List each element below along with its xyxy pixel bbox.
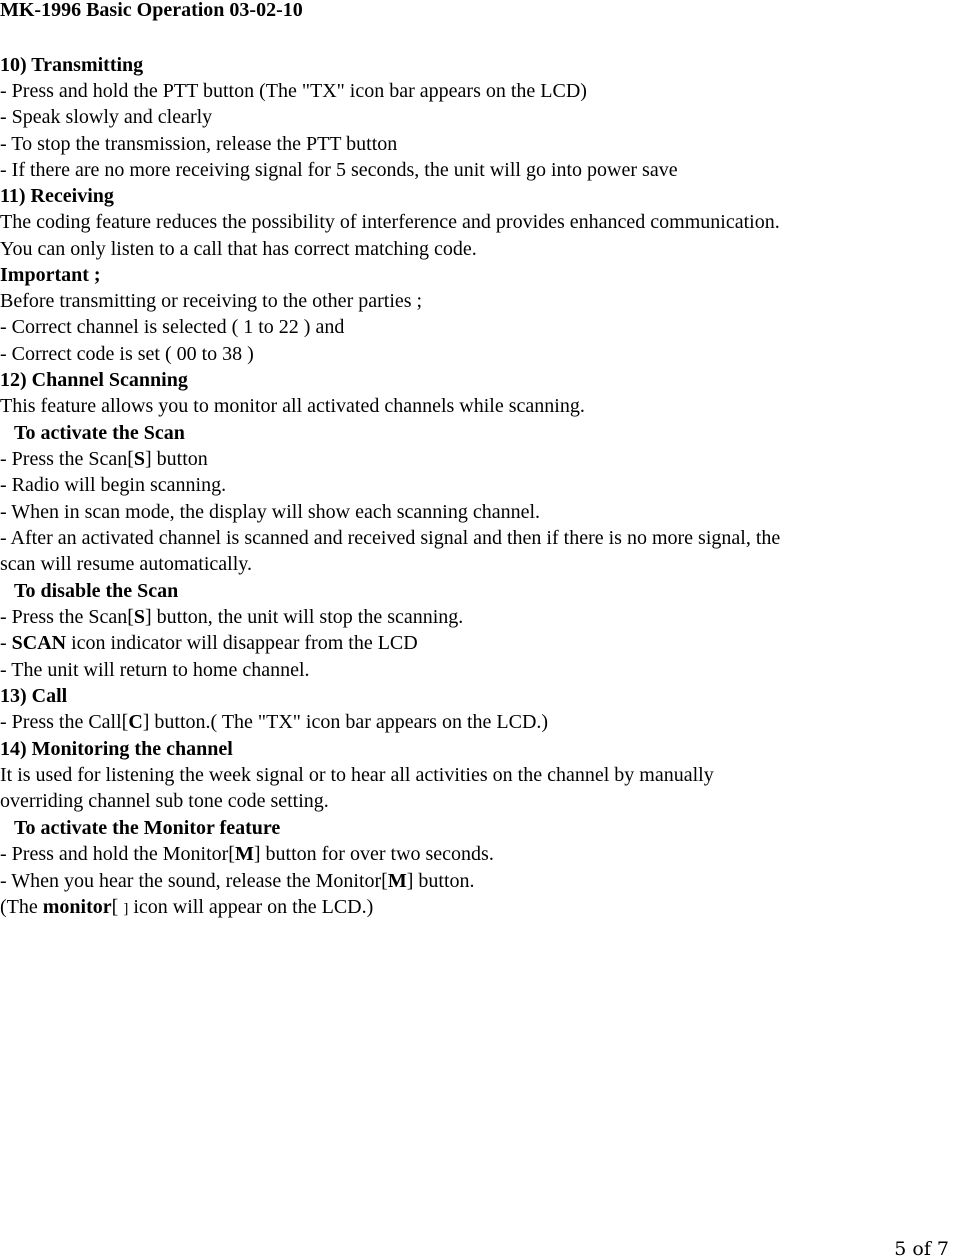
monitoring-line: It is used for listening the week signal or to hear all activities on the channel by manually (0, 764, 714, 786)
subheading-activate-monitor: To activate the Monitor feature (14, 817, 281, 839)
document-title: MK-1996 Basic Operation 03-02-10 (0, 0, 303, 21)
receiving-line: The coding feature reduces the possibility of interference and provides enhanced communication. (0, 211, 780, 233)
disable-scan-line: - The unit will return to home channel. (0, 659, 310, 681)
call-press-line: - Press the Call[C] button.( The "TX" icon bar appears on the LCD.) (0, 711, 549, 733)
important-line: - Correct channel is selected ( 1 to 22 ) and (0, 316, 345, 338)
section-heading-important: Important ; (0, 264, 101, 286)
monitor-key-label: M (387, 870, 407, 892)
section-heading-monitoring: 14) Monitoring the channel (0, 738, 233, 760)
scanning-intro: This feature allows you to monitor all activated channels while scanning. (0, 395, 585, 417)
page-number: 5 of 7 (894, 1238, 949, 1260)
important-line: - Correct code is set ( 00 to 38 ) (0, 343, 254, 365)
transmitting-line: - Press and hold the PTT button (The "TX" icon bar appears on the LCD) (0, 80, 587, 102)
transmitting-line: - Speak slowly and clearly (0, 106, 213, 128)
monitor-release-line: - When you hear the sound, release the Monitor[M] button. (0, 870, 475, 892)
activate-scan-line: scan will resume automatically. (0, 553, 252, 575)
section-heading-transmitting: 10) Transmitting (0, 54, 144, 76)
activate-scan-line: - When in scan mode, the display will show each scanning channel. (0, 501, 541, 523)
monitor-hold-line: - Press and hold the Monitor[M] button for over two seconds. (0, 843, 494, 865)
monitoring-line: overriding channel sub tone code setting. (0, 790, 329, 812)
monitor-icon-line: (The monitor[ ] icon will appear on the LCD.) (0, 896, 374, 918)
monitor-icon-bracket: ] (123, 901, 129, 917)
scan-key-label: S (133, 606, 145, 628)
transmitting-line: - To stop the transmission, release the PTT button (0, 133, 398, 155)
subheading-activate-scan: To activate the Scan (14, 422, 185, 444)
scan-icon-word: SCAN (11, 632, 67, 654)
activate-scan-press-line: - Press the Scan[S] button (0, 448, 208, 470)
activate-scan-line: - After an activated channel is scanned and received signal and then if there is no more signal, the (0, 527, 781, 549)
section-heading-receiving: 11) Receiving (0, 185, 114, 207)
disable-scan-press-line: - Press the Scan[S] button, the unit will stop the scanning. (0, 606, 464, 628)
disable-scan-icon-line: - SCAN icon indicator will disappear from the LCD (0, 632, 418, 654)
important-line: Before transmitting or receiving to the other parties ; (0, 290, 423, 312)
subheading-disable-scan: To disable the Scan (14, 580, 179, 602)
transmitting-line: - If there are no more receiving signal for 5 seconds, the unit will go into power save (0, 159, 678, 181)
section-heading-scanning: 12) Channel Scanning (0, 369, 188, 391)
scan-key-label: S (133, 448, 145, 470)
receiving-line: You can only listen to a call that has correct matching code. (0, 238, 477, 260)
activate-scan-line: - Radio will begin scanning. (0, 474, 227, 496)
monitor-icon-word: monitor (42, 896, 112, 918)
call-key-label: C (128, 711, 143, 733)
section-heading-call: 13) Call (0, 685, 68, 707)
monitor-key-label: M (234, 843, 254, 865)
